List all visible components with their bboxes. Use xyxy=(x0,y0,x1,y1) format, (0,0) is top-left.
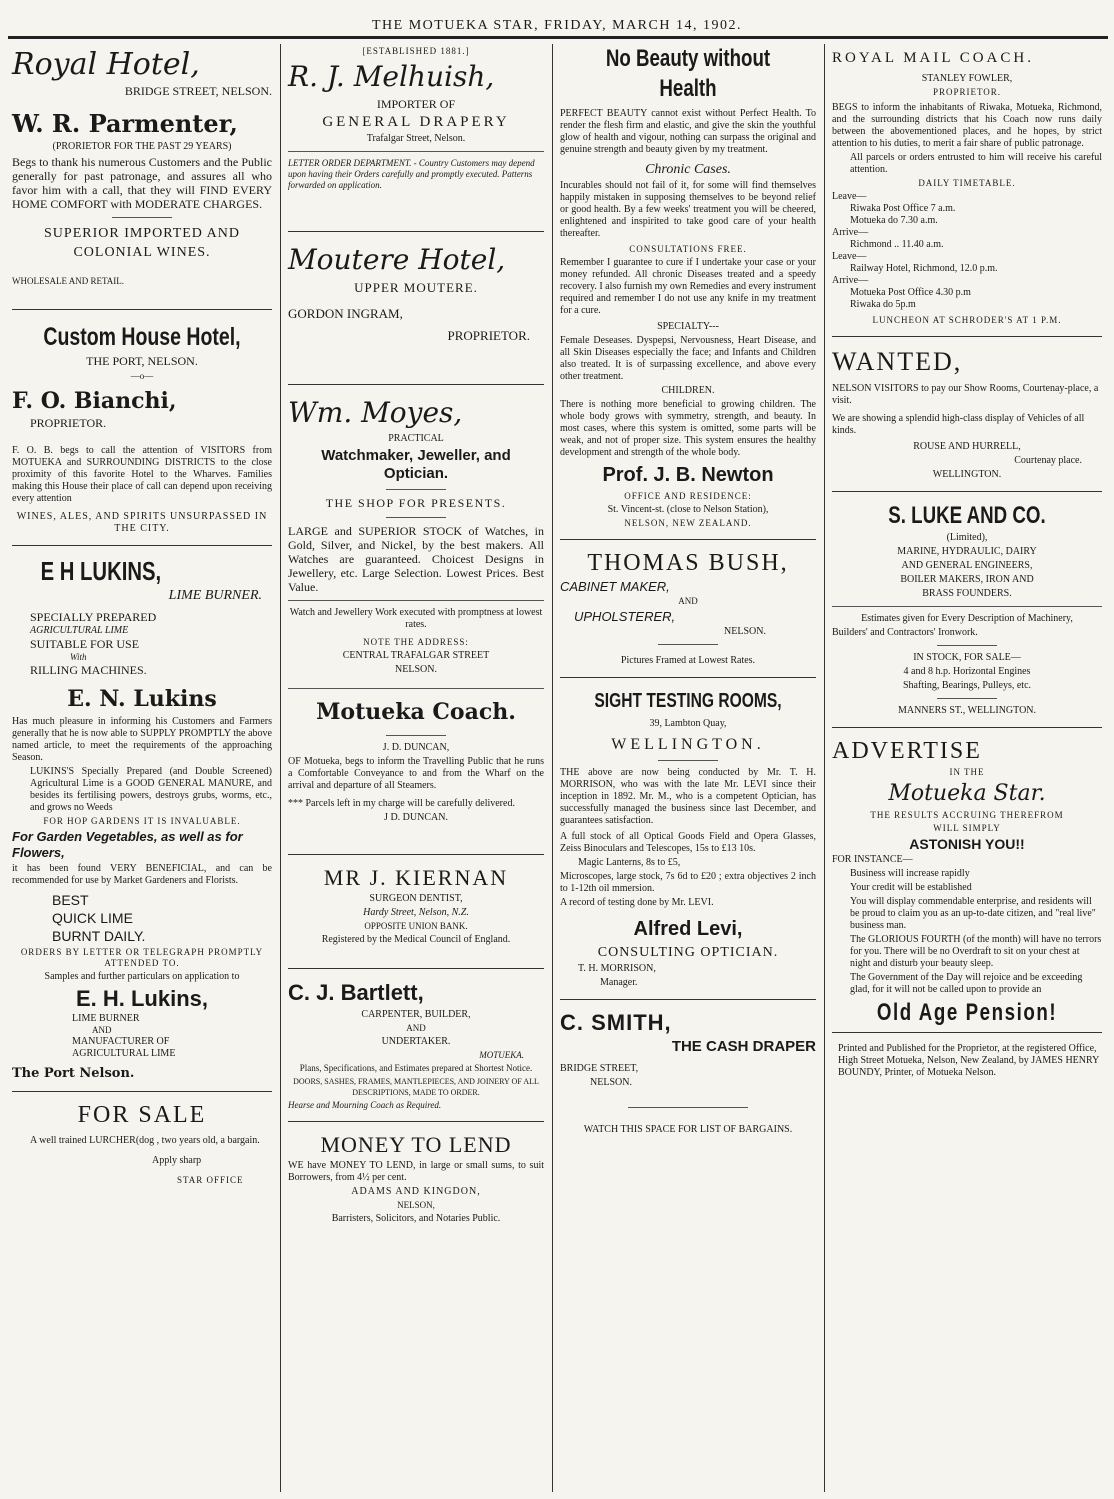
short-rule xyxy=(937,698,997,699)
ad-line: With xyxy=(70,652,87,662)
sight-testing-ad xyxy=(560,688,816,989)
ad-line: BRASS FOUNDERS. xyxy=(922,588,1012,599)
timetable-line: Motueka do 7.30 a.m. xyxy=(850,215,938,226)
ad-divider xyxy=(288,854,544,855)
newton-ad xyxy=(560,44,816,529)
ad-body-2: All parcels or orders entrusted to him will receive his careful attention. xyxy=(850,152,1102,175)
ad-title: MR J. KIERNAN xyxy=(323,865,509,890)
ad-line: UNDERTAKER. xyxy=(381,1036,451,1047)
ad-body-4: Microscopes, large stock, 7s 6d to £20 ; extra objectives 2 inch to 1-12th oil mmersion. xyxy=(560,871,816,894)
column-3 xyxy=(554,44,822,1492)
ad-line: PRACTICAL xyxy=(388,433,444,444)
ad-title: FOR SALE xyxy=(77,1102,207,1128)
ad-title: C. J. Bartlett, xyxy=(288,980,424,1005)
ad-line: FOR INSTANCE— xyxy=(832,854,913,865)
ad-line: Trafalgar Street, Nelson. xyxy=(366,133,466,144)
short-rule xyxy=(937,645,997,646)
ad-divider xyxy=(12,1091,272,1092)
ad-body: LARGE and SUPERIOR STOCK of Watches, in Gold, Silver, and Nickel, by the best makers. All Watches are guaranteed. Choicest Designs in Jewellery, etc. Large Selection. Lowest Prices. Best Value. xyxy=(288,524,544,594)
ad-manager: T. H. MORRISON, xyxy=(578,963,656,974)
ad-title: WANTED, xyxy=(832,347,963,376)
ad-place: NELSON, xyxy=(397,1200,435,1210)
ad-wines: WINES, ALES, AND SPIRITS UNSURPASSED IN THE CITY. xyxy=(16,511,268,534)
ad-line: IMPORTER OF xyxy=(376,97,456,111)
ad-title: ADVERTISE xyxy=(832,738,982,764)
ad-line: Watchmaker, Jeweller, and Optician. xyxy=(321,447,511,482)
ad-line: Business will increase rapidly xyxy=(850,868,970,879)
melhuish-ad xyxy=(288,46,544,191)
kiernan-ad xyxy=(288,865,544,946)
ad-samples: Samples and further particulars on application to xyxy=(44,971,240,982)
ad-body: Has much pleasure in informing his Customers and Farmers generally that he is now able to SUPPLY PROMPTLY the above named article, to meet the requirements of the approaching Season. xyxy=(12,716,272,763)
ad-role: Barristers, Solicitors, and Notaries Public. xyxy=(331,1213,501,1224)
ad-line: Pictures Framed at Lowest Rates. xyxy=(620,655,756,666)
ad-body: A well trained LURCHER(dog , two years old, a bargain. xyxy=(30,1135,260,1146)
column-divider xyxy=(552,44,553,1492)
ad-garden: For Garden Vegetables, as well as for Flowers, xyxy=(12,829,243,860)
ad-title: R. J. Melhuish, xyxy=(288,60,495,93)
ad-title: Wm. Moyes, xyxy=(288,396,463,429)
lukins-ad xyxy=(12,556,272,1081)
ad-line: CABINET MAKER, xyxy=(560,579,670,594)
timetable-line: Richmond .. 11.40 a.m. xyxy=(850,239,944,250)
ad-line: CARPENTER, BUILDER, xyxy=(361,1009,471,1020)
ad-in: IN THE xyxy=(949,767,985,777)
column-divider xyxy=(280,44,281,1492)
ad-body-2: Builders' and Contractors' Ironwork. xyxy=(832,627,978,638)
ad-address: MANNERS ST., WELLINGTON. xyxy=(897,705,1037,716)
ad-title: Motueka Coach. xyxy=(316,699,516,725)
short-rule xyxy=(628,1107,748,1108)
ad-title: Custom House Hotel, xyxy=(43,323,241,351)
ad-body: NELSON VISITORS to pay our Show Rooms, Courtenay-place, a visit. xyxy=(832,383,1099,406)
short-rule xyxy=(288,600,544,601)
wanted-ad xyxy=(832,347,1102,481)
ad-line: QUICK LIME xyxy=(52,910,133,926)
ad-body: Estimates given for Every Description of Machinery, xyxy=(861,613,1073,624)
ad-watch: WATCH THIS SPACE FOR LIST OF BARGAINS. xyxy=(583,1124,793,1135)
ad-place: UPPER MOUTERE. xyxy=(354,280,478,295)
ad-stock-3: Shafting, Bearings, Pulleys, etc. xyxy=(902,680,1032,691)
ad-stock-2: 4 and 8 h.p. Horizontal Engines xyxy=(903,666,1031,677)
ad-body-2: A full stock of all Optical Goods Field and Opera Glasses, Zeiss Binoculars and Telescopes, 15s to £13 10s. xyxy=(560,831,816,854)
ad-line: BEST xyxy=(52,892,89,908)
ad-line: THE RESULTS ACCRUING THEREFROM xyxy=(870,810,1064,820)
ad-parcels: *** Parcels left in my charge will be carefully delivered. xyxy=(288,798,515,809)
ad-heading: CONSULTATIONS FREE. xyxy=(629,244,747,254)
bartlett-ad xyxy=(288,979,544,1111)
moutere-hotel-ad xyxy=(288,242,544,344)
ad-line: AGRICULTURAL LIME xyxy=(72,1048,176,1059)
royal-hotel-ad xyxy=(12,48,272,287)
ad-line: OPPOSITE UNION BANK. xyxy=(364,921,468,931)
ad-firm: ADAMS AND KINGDON, xyxy=(351,1186,481,1197)
ad-orders: ORDERS BY LETTER OR TELEGRAPH PROMPTLY ATTENDED TO. xyxy=(20,947,264,968)
ad-address: 39, Lambton Quay, xyxy=(649,718,727,729)
ad-city: WELLINGTON. xyxy=(611,736,765,753)
ad-divider xyxy=(288,384,544,385)
timetable-line: Railway Hotel, Richmond, 12.0 p.m. xyxy=(850,263,998,274)
ad-address-2: NELSON, NEW ZEALAND. xyxy=(624,518,752,528)
ad-divider xyxy=(832,336,1102,337)
ad-body: Begs to thank his numerous Customers and the Public generally for past patronage, and assures all who favor him with a call, that they will FIND EVERY HOME COMFORT with MODERATE CHARGES. xyxy=(12,155,272,211)
ad-owner: GORDON INGRAM, xyxy=(288,306,403,321)
ad-firm: ROUSE AND HURRELL, xyxy=(913,441,1021,452)
ad-role: LIME BURNER. xyxy=(168,588,262,603)
money-to-lend-ad xyxy=(288,1132,544,1225)
imprint: Printed and Published for the Proprietor, at the registered Office, High Street Motueka, Nelson, New Zealand, by JAMES HENRY BOUNDY, Printer, of Motueka Nelson. xyxy=(838,1043,1099,1078)
ad-signature: E. N. Lukins xyxy=(67,686,217,712)
ad-body-3: it has been found VERY BENEFICIAL, and can be recommended for use by Market Gardeners and Florists. xyxy=(12,863,272,886)
ad-owner: STANLEY FOWLER, xyxy=(921,73,1013,84)
ad-line: The Government of the Day will rejoice and be exceeding glad, for it will not be called upon to provide an xyxy=(850,972,1083,995)
motueka-coach-ad xyxy=(288,695,544,824)
ad-name: E. H. Lukins, xyxy=(75,986,209,1011)
ad-role: PROPRIETOR. xyxy=(932,87,1002,97)
short-rule xyxy=(832,606,1102,607)
ad-body-2: Watch and Jewellery Work executed with promptness at lowest rates. xyxy=(289,607,543,630)
ad-divider xyxy=(288,231,544,232)
ad-body-3: Remember I guarantee to cure if I undertake your case or your money refunded. All chronic Diseases treated and a speedy recovery. I also furnish my own Remedies and every instrument required and remember I do not use any knife in my treatment for a cure. xyxy=(560,257,816,316)
ad-title: E H LUKINS, xyxy=(40,556,162,586)
ad-divider xyxy=(12,309,272,310)
short-rule xyxy=(386,489,446,490)
ad-line: The GLORIOUS FOURTH (of the month) will have no terrors for you. There will be no Overdraft to sit on your chest at night and disturb your beauty sleep. xyxy=(850,934,1102,969)
ad-title: C. SMITH, xyxy=(560,1010,672,1035)
ad-body: OF Motueka, begs to inform the Travelling Public that he runs a Comfortable Conveyance to and from the Wharf on the arrival and departure of all Steamers. xyxy=(288,756,544,791)
ad-address-2: NELSON. xyxy=(395,664,437,675)
ad-line: BOILER MAKERS, IRON AND xyxy=(900,574,1034,585)
short-rule xyxy=(658,644,718,645)
ad-address: Courtenay place. xyxy=(1014,455,1082,466)
ad-body-2: Incurables should not fail of it, for some will find themselves happily mistaken in supposing themselves to be beyond relief or good health. By a few weeks' treatment you will be cheered, enlightened and inspirited to take good care of your health thereafter. xyxy=(560,180,816,239)
ad-title: MONEY TO LEND xyxy=(320,1132,512,1157)
ad-line: BRIDGE STREET, xyxy=(560,1063,639,1074)
ad-apply: Apply sharp xyxy=(152,1155,202,1166)
ad-line: (Limited), xyxy=(946,532,988,543)
ad-divider xyxy=(288,968,544,969)
ad-title: SIGHT TESTING ROOMS, xyxy=(594,690,782,712)
ad-divider xyxy=(832,727,1102,728)
ad-address: THE PORT, NELSON. xyxy=(86,354,198,368)
ad-office: OFFICE AND RESIDENCE: xyxy=(624,491,752,501)
ad-signature: J D. DUNCAN. xyxy=(384,812,448,823)
thomas-bush-ad xyxy=(560,550,816,667)
timetable-line: Riwaka Post Office 7 a.m. xyxy=(850,203,956,214)
ad-line: GENERAL DRAPERY xyxy=(322,114,510,130)
ad-proprietor: F. O. Bianchi, xyxy=(12,388,177,414)
ad-port: The Port Nelson. xyxy=(12,1066,135,1081)
short-rule xyxy=(288,688,544,689)
ad-heading: Chronic Cases. xyxy=(645,162,731,177)
short-rule xyxy=(386,735,446,736)
ad-role: PROPRIETOR. xyxy=(447,328,530,343)
ad-body-4: Female Deseases. Dyspepsi, Nervousness, Heart Disease, and all Skin Diseases especially the face; and Infants and Children also treated. It is of surpassing excellence, and above every other treatment. xyxy=(560,335,816,382)
ad-address: St. Vincent-st. (close to Nelson Station), xyxy=(607,504,769,515)
ad-title: No Beauty without Health xyxy=(605,45,771,102)
ad-line: DOORS, SASHES, FRAMES, MANTLEPIECES, AND JOINERY OF ALL DESCRIPTIONS, MADE TO ORDER. xyxy=(293,1077,539,1097)
ad-body: THE above are now being conducted by Mr. T. H. MORRISON, who was with the late Mr. LEVI since their inception in 1892. Mr. M., who is a competent Optician, has successfully managed the business since last December, and guarantees satisfaction. xyxy=(560,767,816,826)
ad-role: CONSULTING OPTICIAN. xyxy=(597,945,779,960)
ad-body: PERFECT BEAUTY cannot exist without Perfect Health. To render the flesh firm and elastic, and give the skin the youthful glow of health and vigour, nothing can surpass the original and genuine strength and beauty given by my treatment. xyxy=(560,108,816,155)
ad-divider xyxy=(560,539,816,540)
ad-body-2: LUKINS'S Specially Prepared (and Double Screened) Agricultural Lime is a GOOD GENERAL MANURE, and besides its fertilising powers, destroys grubs, worms, etc., and grows no Weeds xyxy=(30,766,272,813)
ad-proprietor: W. R. Parmenter, xyxy=(12,109,238,138)
ad-address: CENTRAL TRAFALGAR STREET xyxy=(342,650,490,661)
masthead-rule xyxy=(8,36,1108,39)
ad-line: THE SHOP FOR PRESENTS. xyxy=(325,496,507,510)
timetable-line: Motueka Post Office 4.30 p.m xyxy=(850,287,971,298)
ad-department: LETTER ORDER DEPARTMENT. - Country Customers may depend upon having their Orders carefully and promptly executed. Patterns forwarded on application. xyxy=(288,158,535,190)
ad-line: SURGEON DENTIST, xyxy=(369,893,463,904)
ad-body-5: There is nothing more beneficial to growing children. The whole body grows with symmetry, strength, and beauty. In most cases, where this system is omitted, some parts will be weak, and not of proper size. This system ensures the healthy development and strength of the whole body. xyxy=(560,399,816,458)
ad-timetable: DAILY TIMETABLE. xyxy=(918,178,1016,188)
ad-line: Hearse and Mourning Coach as Required. xyxy=(288,1100,442,1110)
ad-line: NELSON. xyxy=(724,626,766,637)
timetable-line: Leave— xyxy=(832,251,867,262)
ad-line: MARINE, HYDRAULIC, DAIRY xyxy=(897,546,1037,557)
ad-line: Hardy Street, Nelson, N.Z. xyxy=(363,907,469,918)
ad-body-5: A record of testing done by Mr. LEVI. xyxy=(560,897,714,908)
ad-line: NELSON. xyxy=(590,1077,632,1088)
ad-line: Your credit will be established xyxy=(850,882,972,893)
custom-house-ad xyxy=(12,322,272,535)
ad-name: Alfred Levi, xyxy=(633,918,743,940)
ad-manager-role: Manager. xyxy=(600,977,638,988)
short-rule xyxy=(112,217,172,218)
ad-body-3: Magic Lanterns, 8s to £5, xyxy=(578,857,681,868)
timetable-line: Arrive— xyxy=(832,275,869,286)
ad-title: Moutere Hotel, xyxy=(288,243,506,276)
ad-line: AND xyxy=(406,1023,426,1033)
ad-line: BURNT DAILY. xyxy=(52,928,146,944)
advertise-ad xyxy=(832,738,1102,1028)
column-1 xyxy=(6,44,278,1492)
ad-address: BRIDGE STREET, NELSON. xyxy=(124,84,272,98)
ad-divider xyxy=(12,545,272,546)
ad-heading: CHILDREN. xyxy=(661,385,715,396)
timetable-line: Riwaka do 5p.m xyxy=(850,299,916,310)
short-rule xyxy=(288,151,544,152)
ad-lunch: LUNCHEON AT SCHRODER'S AT 1 P.M. xyxy=(872,315,1062,325)
ad-title: THOMAS BUSH, xyxy=(587,550,789,576)
ad-pension: Old Age Pension! xyxy=(876,999,1058,1026)
ad-retail: WHOLESALE AND RETAIL. xyxy=(12,276,125,286)
ad-line: SPECIALLY PREPARED xyxy=(30,610,157,624)
ad-mark: —o— xyxy=(130,371,154,381)
masthead: THE MOTUEKA STAR, FRIDAY, MARCH 14, 1902. xyxy=(372,18,742,33)
ad-heading: SPECIALTY--- xyxy=(657,321,719,332)
ad-line: LIME BURNER xyxy=(72,1013,140,1024)
ad-stock: IN STOCK, FOR SALE— xyxy=(913,652,1021,663)
ad-title: Royal Hotel, xyxy=(12,47,200,82)
ad-line: AGRICULTURAL LIME xyxy=(30,625,129,636)
ad-city: WELLINGTON. xyxy=(932,469,1002,480)
ad-divider xyxy=(832,491,1102,492)
ad-hop: FOR HOP GARDENS IT IS INVALUABLE. xyxy=(43,816,241,826)
ad-body-2: We are showing a splendid high-class display of Vehicles of all kinds. xyxy=(832,413,1085,436)
smith-ad xyxy=(560,1010,816,1136)
ad-line: SUITABLE FOR USE xyxy=(30,637,140,651)
ad-line: AND GENERAL ENGINEERS, xyxy=(901,560,1033,571)
ad-title: S. LUKE AND CO. xyxy=(888,502,1046,529)
ad-divider xyxy=(560,999,816,1000)
timetable-line: Leave— xyxy=(832,191,867,202)
royal-mail-coach-ad xyxy=(832,50,1102,326)
ad-office: STAR OFFICE xyxy=(177,1175,244,1185)
for-sale-ad xyxy=(12,1102,272,1186)
ad-established: [ESTABLISHED 1881.] xyxy=(362,46,470,56)
ad-line: AND xyxy=(678,596,698,606)
ad-role: PROPRIETOR. xyxy=(30,416,107,430)
ad-note: (PRORIETOR FOR THE PAST 29 YEARS) xyxy=(52,141,232,152)
ad-body: F. O. B. begs to call the attention of VISITORS from MOTUEKA and SURROUNDING DISTRICTS to the close proximity of this favorite Hotel to the Wharves. Families making this House their place of call can depend upon receiving every attention xyxy=(12,445,272,504)
ad-line: AND xyxy=(92,1025,112,1035)
ad-body: BEGS to inform the inhabitants of Riwaka, Motueka, Richmond, and the surrounding districts that his Coach now runs daily between the abovementioned places, and he hopes, by strict attention to his duties, to merit a fair share of public patronage. xyxy=(832,102,1102,149)
ad-divider xyxy=(288,1121,544,1122)
ad-line: MOTUEKA. xyxy=(479,1050,524,1060)
ad-divider xyxy=(832,1032,1102,1033)
ad-line: THE CASH DRAPER xyxy=(671,1038,816,1055)
timetable-line: Arrive— xyxy=(832,227,869,238)
ad-line: Registered by the Medical Council of England. xyxy=(321,934,511,945)
ad-line: WILL SIMPLY xyxy=(933,823,1001,833)
ad-note: NOTE THE ADDRESS: xyxy=(363,637,469,647)
column-4 xyxy=(826,44,1108,1492)
ad-line: You will display commendable enterprise, and residents will be proud to claim you as an up-to-date citizen, and "real live" business man. xyxy=(850,896,1096,931)
ad-owner: J. D. DUNCAN, xyxy=(382,742,450,753)
ad-wines: SUPERIOR IMPORTED AND COLONIAL WINES. xyxy=(44,226,240,260)
ad-line: UPHOLSTERER, xyxy=(574,609,676,624)
short-rule xyxy=(386,517,446,518)
short-rule xyxy=(658,760,718,761)
ad-line: Plans, Specifications, and Estimates prepared at Shortest Notice. xyxy=(299,1063,533,1073)
ad-title: ROYAL MAIL COACH. xyxy=(832,50,1034,66)
ad-line: ASTONISH YOU!! xyxy=(909,836,1025,852)
column-2 xyxy=(282,44,550,1492)
column-divider xyxy=(824,44,825,1492)
ad-body: WE have MONEY TO LEND, in large or small sums, to suit Borrowers, from 4½ per cent. xyxy=(288,1160,544,1183)
moyes-ad xyxy=(288,395,544,676)
ad-divider xyxy=(560,677,816,678)
luke-and-co-ad xyxy=(832,502,1102,717)
ad-line: RILLING MACHINES. xyxy=(30,663,147,677)
ad-name: Prof. J. B. Newton xyxy=(602,464,774,486)
ad-paper: Motueka Star. xyxy=(888,781,1046,806)
ad-line: MANUFACTURER OF xyxy=(72,1036,170,1047)
